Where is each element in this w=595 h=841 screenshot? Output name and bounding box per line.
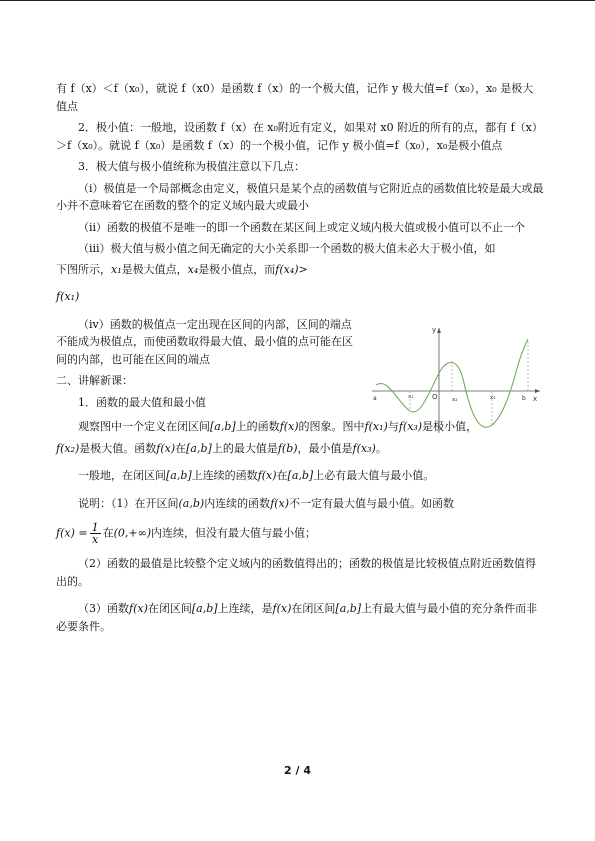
math-fb: f(b): [277, 441, 298, 455]
paragraph-remark-1: 说明：（1）在开区间(a,b)内连续的函数f(x)不一定有最大值与最小值。如函数: [78, 496, 455, 510]
paragraph-note-iii-cont: 下图所示，x₁是极大值点，x₄是极小值点，而f(x₄)>: [56, 262, 308, 276]
math-open-ab: (a,b): [178, 496, 205, 510]
paragraph-note-iii: （ⅲ）极大值与极小值之间无确定的大小关系即一个函数的极大值未必大于极小值，如: [78, 242, 496, 255]
paragraph-observe-graph-cont: f(x₂)是极大值。函数f(x)在[a,b]上的最大值是f(b)，最小值是f(x₃)。: [56, 441, 387, 455]
math-fx: f(x): [156, 441, 176, 455]
x-axis-label: x: [533, 395, 538, 403]
paragraph-maximum-def-end: 有 f（x）＜f（x₀），就说 f（x0）是函数 f（x）的一个极大值，记作 y 极大值=f（x₀），x₀ 是极大值点: [56, 82, 534, 113]
math-fx: f(x): [279, 420, 299, 433]
math-interval: (0,+∞): [113, 526, 152, 540]
paragraph-note-i: （ⅰ）极值是一个局部概念由定义，极值只是某个点的函数值与它附近点的函数值比较是最大或最小并不意味着它在函数的整个的定义域内最大或最小: [56, 181, 544, 212]
function-graph-svg: [368, 325, 544, 435]
math-ab: [a,b]: [186, 441, 212, 455]
math-fx2: f(x₂): [56, 441, 80, 455]
function-graph: [368, 325, 544, 435]
paragraph-note-iii-fx1: [56, 288, 544, 306]
x-axis-arrow: [535, 389, 540, 393]
math-fx-eq: f(x) =: [56, 526, 88, 540]
paragraph-extremum-notes: 3．极大值与极小值统称为极值注意以下几点：: [78, 160, 305, 173]
page-number: 2 / 4: [284, 764, 311, 777]
paragraph-minimum-def: 2．极小值：一般地，设函数 f（x）在 x₀附近有定义，如果对 x0 附近的所有的点，都有 f（x）＞f（x₀）。就说 f（x₀）是函数 f（x）的一个极小值，记作 y 极小值=f（x₀），x₀是极小值点: [56, 121, 543, 152]
math-fx1: f(x₁): [364, 420, 388, 433]
math-ab: [a,b]: [287, 469, 314, 482]
math-fx: f(x): [270, 496, 290, 510]
math-x1: x₁: [111, 262, 122, 276]
subsection-max-min: 1．函数的最大值和最小值: [78, 395, 206, 409]
paragraph-note-iv: （ⅳ）函数的极值点一定出现在区间的内部，区间的端点不能成为极值点，而使函数取得最大值、最小值的点可能在区间的内部，也可能在区间的端点: [56, 317, 353, 366]
x3-label: x₃: [490, 395, 496, 401]
origin-label: O: [432, 393, 438, 401]
function-curve: [376, 339, 528, 427]
math-fx: f(x): [272, 602, 292, 615]
header-rule: [0, 0, 595, 1]
paragraph-remark-3: （3）函数f(x)在闭区间[a,b]上连续，是f(x)在闭区间[a,b]上有最大值与最小值的充分条件而非必要条件。: [56, 602, 538, 633]
math-fx4: f(x₄): [275, 262, 299, 276]
y-axis-arrow: [437, 328, 441, 333]
section-heading-lecture: 二、讲解新课：: [56, 374, 133, 387]
math-ab: [a,b]: [166, 469, 192, 482]
paragraph-remark-1-example: f(x) = $\frac{1}{x}$ 在(0,+∞)内连续，但没有最大值与最小值；: [56, 521, 317, 546]
math-ab: [a,b]: [191, 602, 218, 615]
paragraph-note-ii: （ⅱ）函数的极值不是唯一的即一个函数在某区间上或定义域内极大值或极小值可以不止一个: [78, 220, 526, 234]
x2-label: x₂: [452, 397, 458, 403]
math-fx1: f(x₁): [56, 290, 80, 303]
y-axis-label: y: [432, 326, 437, 334]
math-x4: x₄: [187, 262, 199, 276]
math-fx: f(x): [129, 602, 148, 615]
b-label: b: [522, 395, 526, 402]
a-label: a: [373, 395, 377, 402]
math-fx3: f(x₃): [352, 441, 376, 455]
math-fx: f(x): [257, 469, 277, 482]
paragraph-general-theorem: 一般地，在闭区间[a,b]上连续的函数f(x)在[a,b]上必有最大值与最小值。: [78, 469, 435, 482]
paragraph-remark-2: （2）函数的最值是比较整个定义域内的函数值得出的；函数的极值是比较极值点附近函数值得出的。: [56, 557, 536, 588]
math-ab: [a,b]: [335, 602, 362, 615]
x1-label: x₁: [408, 394, 414, 400]
paragraph-observe-graph: 观察图中一个定义在闭区间[a,b]上的函数f(x)的图象。图中f(x₁)与f(x₃)是极小值，: [78, 420, 478, 433]
math-ab: [a,b]: [210, 420, 236, 433]
math-fraction-1-over-x: $\frac{1}{x}$: [91, 521, 99, 546]
math-fx3: f(x₃): [398, 420, 423, 433]
